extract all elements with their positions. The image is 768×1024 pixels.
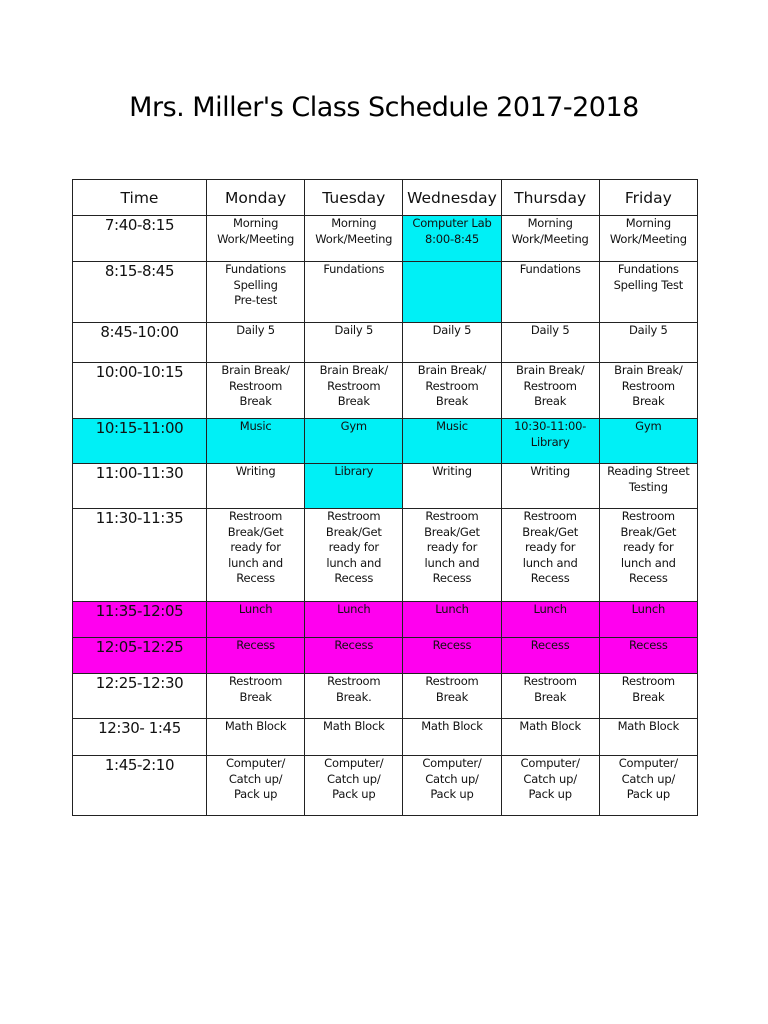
cell-friday bbox=[599, 464, 697, 509]
cell-monday bbox=[207, 262, 305, 323]
cell-monday bbox=[207, 719, 305, 756]
cell-tuesday bbox=[305, 602, 403, 638]
cell-text: Fundations bbox=[519, 262, 581, 276]
time-cell: 12:25-12:30 bbox=[73, 674, 207, 719]
cell-thursday bbox=[501, 262, 599, 323]
table-row bbox=[73, 464, 698, 509]
cell-text: Morning Work/Meeting bbox=[609, 216, 687, 246]
table-row bbox=[73, 756, 698, 816]
cell-text: Daily 5 bbox=[530, 323, 570, 337]
column-header-tuesday: Tuesday bbox=[305, 180, 403, 216]
cell-text: Daily 5 bbox=[432, 323, 472, 337]
cell-text: Math Block bbox=[617, 719, 680, 733]
cell-text: Restroom Break bbox=[228, 674, 283, 704]
cell-wednesday bbox=[403, 674, 501, 719]
cell-text: Restroom Break bbox=[621, 674, 675, 704]
cell-text: Computer/ Catch up/ Pack up bbox=[324, 756, 384, 801]
cell-monday bbox=[207, 363, 305, 419]
cell-wednesday bbox=[403, 363, 501, 419]
cell-text: Daily 5 bbox=[334, 323, 374, 337]
cell-friday bbox=[599, 638, 697, 674]
cell-thursday bbox=[501, 216, 599, 262]
cell-thursday bbox=[501, 509, 599, 602]
cell-text: 10:30-11:00- Library bbox=[514, 419, 587, 449]
cell-text: Restroom Break/Get ready for lunch and Recess bbox=[620, 509, 677, 585]
cell-tuesday bbox=[305, 216, 403, 262]
cell-text: Computer/ Catch up/ Pack up bbox=[520, 756, 580, 801]
cell-text: Daily 5 bbox=[236, 323, 275, 337]
cell-wednesday bbox=[403, 216, 501, 262]
cell-text: Brain Break/ Restroom Break bbox=[319, 363, 388, 408]
cell-text: Restroom Break bbox=[523, 674, 577, 704]
cell-thursday bbox=[501, 419, 599, 464]
cell-tuesday bbox=[305, 756, 403, 816]
time-cell: 12:30- 1:45 bbox=[73, 719, 207, 756]
time-cell: 8:45-10:00 bbox=[73, 323, 207, 363]
cell-text: Restroom Break. bbox=[327, 674, 381, 704]
cell-monday bbox=[207, 756, 305, 816]
cell-text: Restroom Break/Get ready for lunch and Recess bbox=[227, 509, 284, 585]
cell-monday bbox=[207, 216, 305, 262]
table-row bbox=[73, 262, 698, 323]
cell-text: Daily 5 bbox=[629, 323, 668, 337]
cell-text: Math Block bbox=[421, 719, 483, 733]
cell-text: Brain Break/ Restroom Break bbox=[221, 363, 290, 408]
column-header-wednesday: Wednesday bbox=[403, 180, 501, 216]
cell-text: Writing bbox=[432, 464, 472, 478]
table-row bbox=[73, 216, 698, 262]
cell-text: Recess bbox=[432, 638, 472, 652]
cell-text: Computer Lab 8:00-8:45 bbox=[412, 216, 492, 246]
column-header-monday: Monday bbox=[207, 180, 305, 216]
cell-friday bbox=[599, 262, 697, 323]
cell-monday bbox=[207, 674, 305, 719]
cell-thursday bbox=[501, 638, 599, 674]
cell-friday bbox=[599, 756, 697, 816]
header-row bbox=[73, 180, 698, 216]
cell-wednesday bbox=[403, 756, 501, 816]
time-cell: 7:40-8:15 bbox=[73, 216, 207, 262]
cell-text: Restroom Break bbox=[425, 674, 479, 704]
cell-text: Fundations bbox=[323, 262, 385, 276]
cell-text: Morning Work/Meeting bbox=[217, 216, 295, 246]
cell-text: Reading Street Testing bbox=[607, 464, 690, 494]
cell-tuesday bbox=[305, 464, 403, 509]
cell-text: Gym bbox=[635, 419, 662, 433]
cell-text: Computer/ Catch up/ Pack up bbox=[618, 756, 678, 801]
table-row bbox=[73, 602, 698, 638]
column-header-friday: Friday bbox=[599, 180, 697, 216]
cell-friday bbox=[599, 419, 697, 464]
time-cell: 1:45-2:10 bbox=[73, 756, 207, 816]
cell-thursday bbox=[501, 602, 599, 638]
column-header-time: Time bbox=[73, 180, 207, 216]
cell-text: Brain Break/ Restroom Break bbox=[417, 363, 487, 408]
cell-text: Recess bbox=[236, 638, 275, 652]
table-row bbox=[73, 323, 698, 363]
cell-text: Library bbox=[334, 464, 374, 478]
schedule-body bbox=[73, 216, 698, 816]
time-cell: 11:30-11:35 bbox=[73, 509, 207, 602]
cell-monday bbox=[207, 323, 305, 363]
cell-text: Morning Work/Meeting bbox=[315, 216, 393, 246]
cell-friday bbox=[599, 674, 697, 719]
cell-thursday bbox=[501, 363, 599, 419]
cell-tuesday bbox=[305, 509, 403, 602]
cell-text: Writing bbox=[235, 464, 276, 478]
cell-tuesday bbox=[305, 419, 403, 464]
cell-text: Brain Break/ Restroom Break bbox=[515, 363, 585, 408]
cell-text: Gym bbox=[340, 419, 367, 433]
cell-wednesday bbox=[403, 419, 501, 464]
cell-wednesday bbox=[403, 509, 501, 602]
cell-tuesday bbox=[305, 262, 403, 323]
cell-text: Lunch bbox=[631, 602, 666, 616]
cell-friday bbox=[599, 363, 697, 419]
cell-text: Brain Break/ Restroom Break bbox=[614, 363, 683, 408]
cell-monday bbox=[207, 638, 305, 674]
cell-text: Computer/ Catch up/ Pack up bbox=[225, 756, 286, 801]
cell-text: Writing bbox=[530, 464, 570, 478]
page-title: Mrs. Miller's Class Schedule 2017-2018 bbox=[129, 92, 639, 123]
cell-tuesday bbox=[305, 363, 403, 419]
cell-tuesday bbox=[305, 719, 403, 756]
cell-text: Computer/ Catch up/ Pack up bbox=[422, 756, 482, 801]
table-row bbox=[73, 363, 698, 419]
cell-wednesday bbox=[403, 719, 501, 756]
cell-friday bbox=[599, 509, 697, 602]
cell-text: Math Block bbox=[323, 719, 385, 733]
cell-monday bbox=[207, 509, 305, 602]
cell-tuesday bbox=[305, 674, 403, 719]
cell-wednesday bbox=[403, 262, 501, 323]
time-cell: 10:00-10:15 bbox=[73, 363, 207, 419]
table-row bbox=[73, 509, 698, 602]
cell-friday bbox=[599, 216, 697, 262]
cell-text: Recess bbox=[334, 638, 374, 652]
time-cell: 11:00-11:30 bbox=[73, 464, 207, 509]
cell-tuesday bbox=[305, 323, 403, 363]
cell-text: Music bbox=[239, 419, 272, 433]
table-row bbox=[73, 638, 698, 674]
cell-text: Restroom Break/Get ready for lunch and Recess bbox=[325, 509, 382, 585]
schedule-table bbox=[72, 179, 698, 816]
cell-text: Lunch bbox=[238, 602, 273, 616]
cell-wednesday bbox=[403, 323, 501, 363]
cell-text: Lunch bbox=[533, 602, 567, 616]
cell-monday bbox=[207, 602, 305, 638]
table-row bbox=[73, 674, 698, 719]
cell-wednesday bbox=[403, 602, 501, 638]
cell-text: Restroom Break/Get ready for lunch and Recess bbox=[424, 509, 480, 585]
cell-wednesday bbox=[403, 464, 501, 509]
cell-text: Math Block bbox=[519, 719, 581, 733]
time-cell: 10:15-11:00 bbox=[73, 419, 207, 464]
cell-text: Lunch bbox=[337, 602, 371, 616]
cell-friday bbox=[599, 602, 697, 638]
time-cell: 11:35-12:05 bbox=[73, 602, 207, 638]
cell-thursday bbox=[501, 756, 599, 816]
cell-tuesday bbox=[305, 638, 403, 674]
cell-text: Morning Work/Meeting bbox=[511, 216, 589, 246]
cell-text: Music bbox=[436, 419, 468, 433]
cell-text: Recess bbox=[530, 638, 570, 652]
cell-wednesday bbox=[403, 638, 501, 674]
table-row bbox=[73, 419, 698, 464]
cell-text: Lunch bbox=[435, 602, 469, 616]
cell-thursday bbox=[501, 323, 599, 363]
cell-thursday bbox=[501, 719, 599, 756]
cell-monday bbox=[207, 419, 305, 464]
cell-thursday bbox=[501, 464, 599, 509]
cell-text: Fundations Spelling Test bbox=[613, 262, 684, 292]
time-cell: 12:05-12:25 bbox=[73, 638, 207, 674]
cell-text: Recess bbox=[628, 638, 668, 652]
cell-friday bbox=[599, 323, 697, 363]
cell-text: Restroom Break/Get ready for lunch and Recess bbox=[522, 509, 579, 585]
time-cell: 8:15-8:45 bbox=[73, 262, 207, 323]
cell-text: Math Block bbox=[224, 719, 287, 733]
column-header-thursday: Thursday bbox=[501, 180, 599, 216]
cell-thursday bbox=[501, 674, 599, 719]
cell-monday bbox=[207, 464, 305, 509]
cell-text: Fundations Spelling Pre-test bbox=[225, 262, 287, 307]
cell-friday bbox=[599, 719, 697, 756]
table-row bbox=[73, 719, 698, 756]
